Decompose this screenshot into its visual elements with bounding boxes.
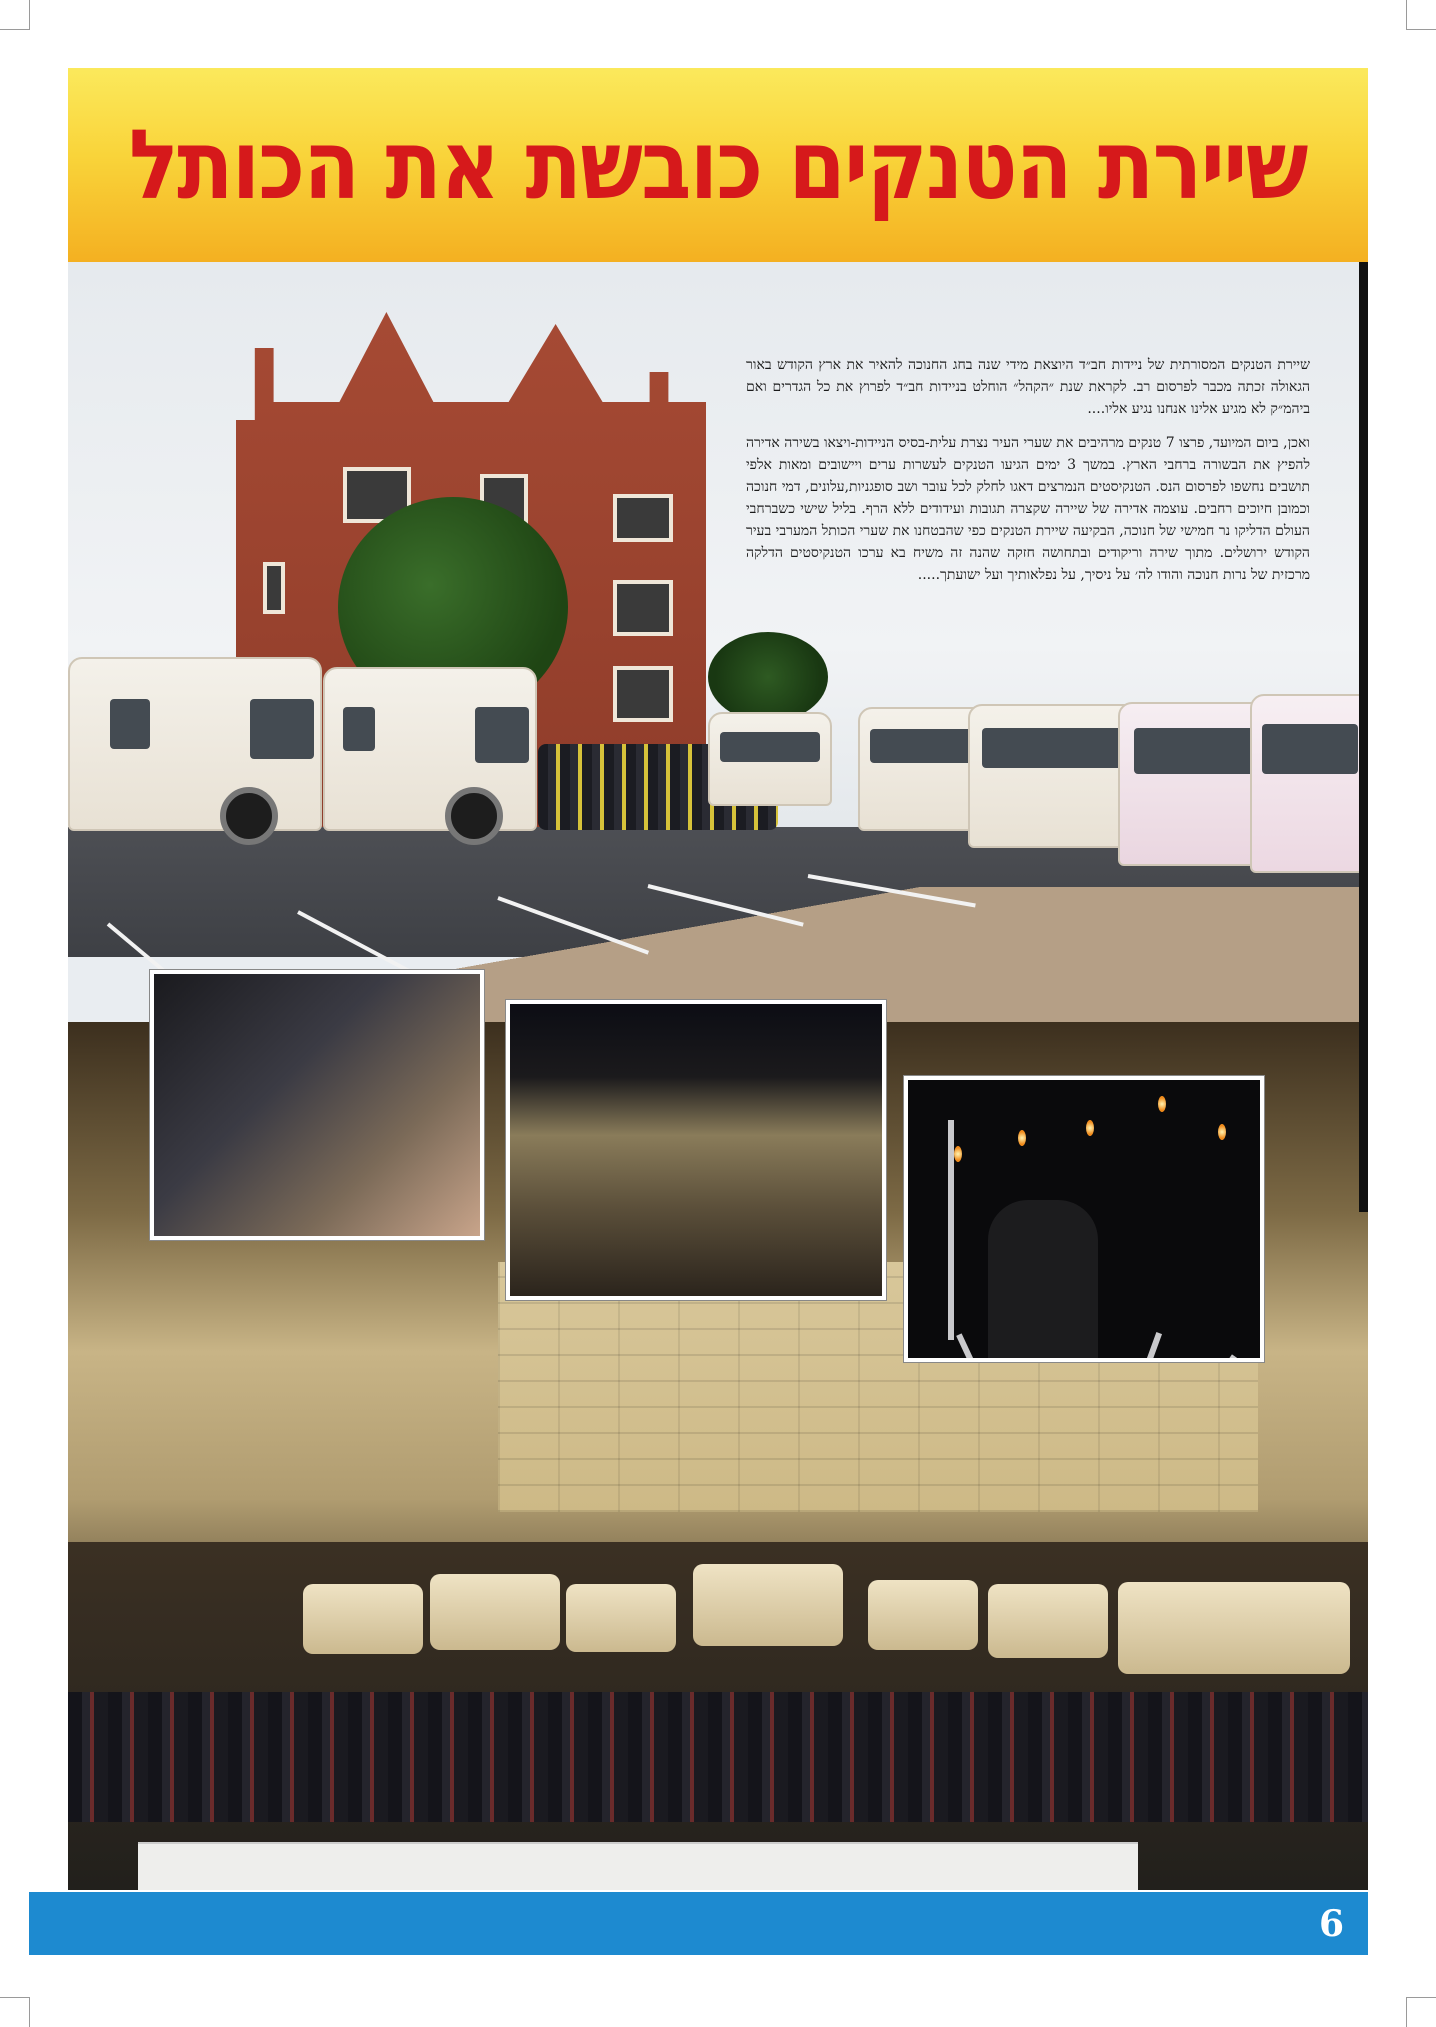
building-window: [613, 580, 673, 636]
building-window: [613, 666, 673, 722]
article-paragraph: ואכן, ביום המיועד, פרצו 7 טנקים מרהיבים את שערי העיר נצרת עלית-בסיס הניידות-ויצאו בשירה אדירה להפיץ את הבשורה ברחבי הארץ. במשך 3 ימים הגיעו הטנקים לעשרות ערים ויישובים ומאות אלפי תושבים נחשפו לפרסום הנס. הטנקיסטים הנמרצים דאגו לחלק לכל עובר ושב סופגניות,עלונים, דמי חנוכה וכמובן חיוכים רחבים. עוצמה אדירה של שיירה שקצרה תגובות ועידודים ללא הרף. בליל שישי כשברחבי העולם הדליקו נר חמישי של חנוכה, הבקיעה שיירת הטנקים כפי שהבטחנו את שערי הכותל המערבי בעיר הקודש ירושלים. מתוך שירה וריקודים ובתחושה חזקה שהנה זה משיח בא ערכו הטנקיסטים הדלקה מרכזית של נרות חנוכה והודו לה׳ על ניסיך, על נפלאותיך ועל ישועתך.....: [746, 435, 1311, 583]
page-number: 6: [1318, 1903, 1344, 1945]
white-barrier: [138, 1842, 1138, 1890]
inset-photo-menorah-lighting: [904, 1076, 1264, 1362]
crop-mark: [0, 1997, 30, 1998]
footer-bar: [29, 1892, 1368, 1955]
article-paragraph: שיירת הטנקים המסורתית של ניידות חב״ד היוצאת מידי שנה בחג החנוכה להאיר את ארץ הקודש באור הגאולה זכתה מכבר לפרסום רב. לקראת שנת ״הקהל״ הוחלט בניידות חב״ד לפרוץ את כל הגדרים ואם ביהמ״ק לא מגיע אלינו אנחנו נגיע אליו....: [746, 357, 1310, 417]
crop-mark: [1406, 1997, 1407, 2027]
mitzvah-tank-van-night: [303, 1584, 423, 1654]
mitzvah-tank-van-night: [430, 1574, 560, 1650]
building-window: [613, 494, 673, 542]
crop-mark: [29, 0, 30, 30]
inset-photo-sufganiyot: [150, 970, 484, 1240]
photo-edge-rule: [1359, 262, 1368, 1212]
crowd-night-photo: [68, 1692, 1368, 1822]
crop-mark: [0, 29, 30, 30]
mitzvah-tank-van-night: [868, 1580, 978, 1650]
mitzvah-tank-van: [68, 657, 322, 831]
person-lighting-menorah: [988, 1200, 1098, 1358]
mitzvah-tank-van-night: [566, 1584, 676, 1652]
inset-photo-dancing: [506, 1000, 886, 1300]
palm-tree-photo: [708, 632, 828, 722]
mitzvah-tank-van: [1250, 694, 1368, 873]
crop-mark: [1406, 29, 1436, 30]
crop-mark: [1406, 0, 1407, 30]
crop-mark: [1406, 1997, 1436, 1998]
mitzvah-tank-van-night: [1118, 1582, 1350, 1674]
title-banner: [68, 68, 1368, 262]
building-window: [263, 562, 285, 614]
mitzvah-tank-van: [708, 712, 832, 806]
crop-mark: [29, 1997, 30, 2027]
article-text: [746, 354, 1310, 598]
mitzvah-tank-van-night: [693, 1564, 843, 1646]
mitzvah-tank-van: [323, 667, 537, 831]
page-title: שיירת הטנקים כובשת את הכותל: [129, 109, 1307, 221]
mitzvah-tank-van-night: [988, 1584, 1108, 1658]
